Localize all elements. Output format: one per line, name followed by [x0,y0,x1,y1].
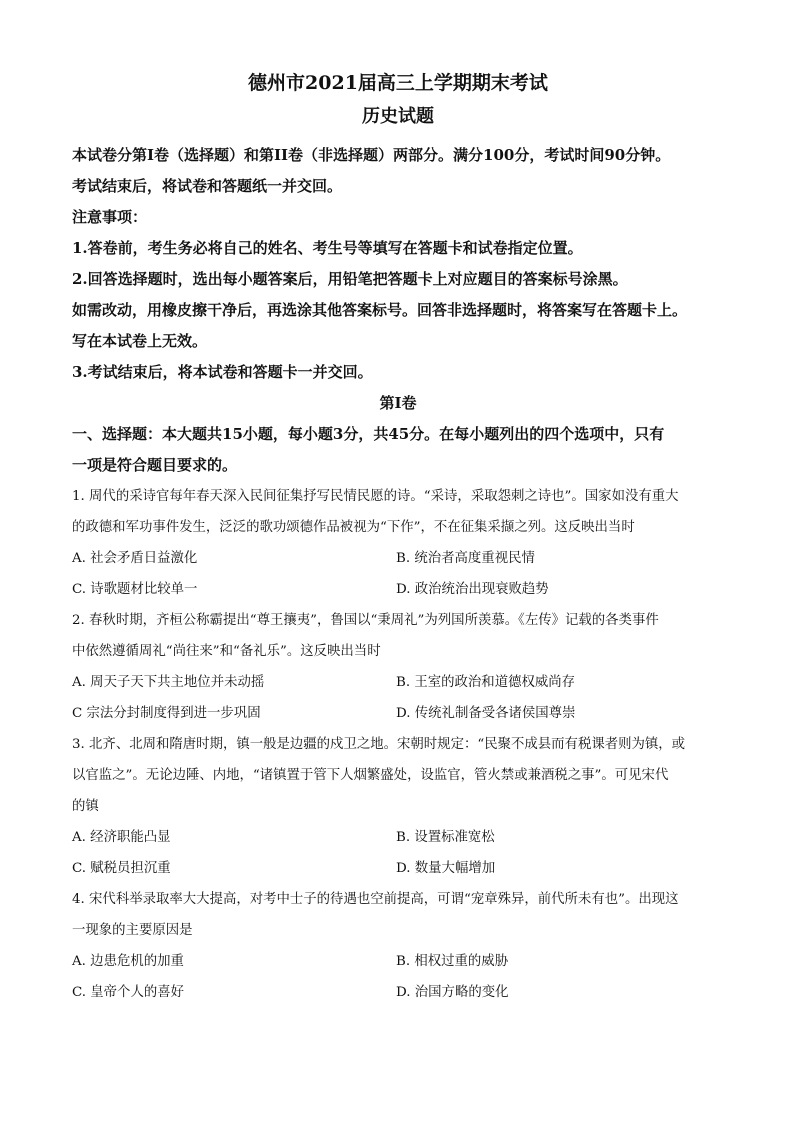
question-4 [72,884,724,1008]
option-a: A. 社会矛盾日益激化 [72,551,198,566]
notice-item: 写在本试卷上无效。 [72,332,208,350]
section-instructions: 一项是符合题目要求的。 [72,456,238,474]
section-instructions: 一、选择题：本大题共15小题，每小题3分，共45分。在每小题列出的四个选项中，只有 [72,425,665,443]
exam-subtitle: 历史试题 [362,106,434,127]
option-a: A. 周天子天下共主地位并未动摇 [72,675,265,690]
option-b: B. 王室的政治和道德权威尚存 [396,675,576,690]
section-heading: 第I卷 [379,394,417,412]
notice-item: 1.答卷前，考生务必将自己的姓名、考生号等填写在答题卡和试卷指定位置。 [72,239,583,257]
option-list [72,822,724,884]
question-2 [72,605,724,729]
question-stem: 一现象的主要原因是 [72,923,193,938]
option-c: C. 皇帝个人的喜好 [72,985,185,1000]
exam-title: 德州市2021届高三上学期期末考试 [248,72,548,94]
question-stem: 的镇 [72,799,99,814]
question-1 [72,481,724,605]
question-stem: 中依然遵循周礼“尚往来”和“备礼乐”。这反映出当时 [72,644,381,659]
option-list [72,667,724,729]
option-d: D. 政治统治出现衰败趋势 [396,582,549,597]
question-stem: 1. 周代的采诗官每年春天深入民间征集抒写民情民愿的诗。“采诗，采取怨刺之诗也”。国家如没有重大 [72,489,679,504]
option-c: C. 诗歌题材比较单一 [72,582,198,597]
notice-item: 2.回答选择题时，选出每小题答案后，用铅笔把答题卡上对应题目的答案标号涂黑。 [72,270,628,288]
option-list [72,946,724,1008]
option-d: D. 治国方略的变化 [396,985,509,1000]
exam-page [72,66,724,1008]
option-list [72,543,724,605]
option-a: A. 经济职能凸显 [72,830,171,845]
intro-line: 本试卷分第I卷（选择题）和第II卷（非选择题）两部分。满分100分，考试时间90分钟。 [72,146,671,164]
option-a: A. 边患危机的加重 [72,954,184,969]
question-3 [72,729,724,884]
option-b: B. 相权过重的威胁 [396,954,509,969]
notice-item: 如需改动，用橡皮擦干净后，再选涂其他答案标号。回答非选择题时，将答案写在答题卡上。 [72,301,688,319]
notice-heading: 注意事项： [72,208,148,226]
question-stem: 4. 宋代科举录取率大大提高，对考中士子的待遇也空前提高，可谓“宠章殊异，前代所未有也”。出现这 [72,892,679,907]
question-stem: 的政德和军功事件发生，泛泛的歌功颂德作品被视为“下作”，不在征集采撷之列。这反映出当时 [72,520,635,535]
intro-block [72,140,724,388]
option-b: B. 统治者高度重视民情 [396,551,535,566]
option-b: B. 设置标准宽松 [396,830,495,845]
question-stem: 3. 北齐、北周和隋唐时期，镇一般是边疆的戍卫之地。宋朝时规定：“民聚不成县而有税课者则为镇，或 [72,737,686,752]
question-stem: 以官监之”。无论边陲、内地，“诸镇置于管下人烟繁盛处，设监官，管火禁或兼酒税之事”。可见宋代 [72,768,669,783]
question-stem: 2. 春秋时期，齐桓公称霸提出“尊王攘夷”，鲁国以“秉周礼”为列国所羡慕。《左传》记载的各类事件 [72,613,659,628]
option-d: D. 数量大幅增加 [396,861,496,876]
option-c: C 宗法分封制度得到进一步巩固 [72,706,261,721]
notice-item: 3.考试结束后，将本试卷和答题卡一并交回。 [72,363,373,381]
option-d: D. 传统礼制备受各诸侯国尊崇 [396,706,576,721]
intro-line: 考试结束后，将试卷和答题纸一并交回。 [72,177,343,195]
option-c: C. 赋税员担沉重 [72,861,171,876]
